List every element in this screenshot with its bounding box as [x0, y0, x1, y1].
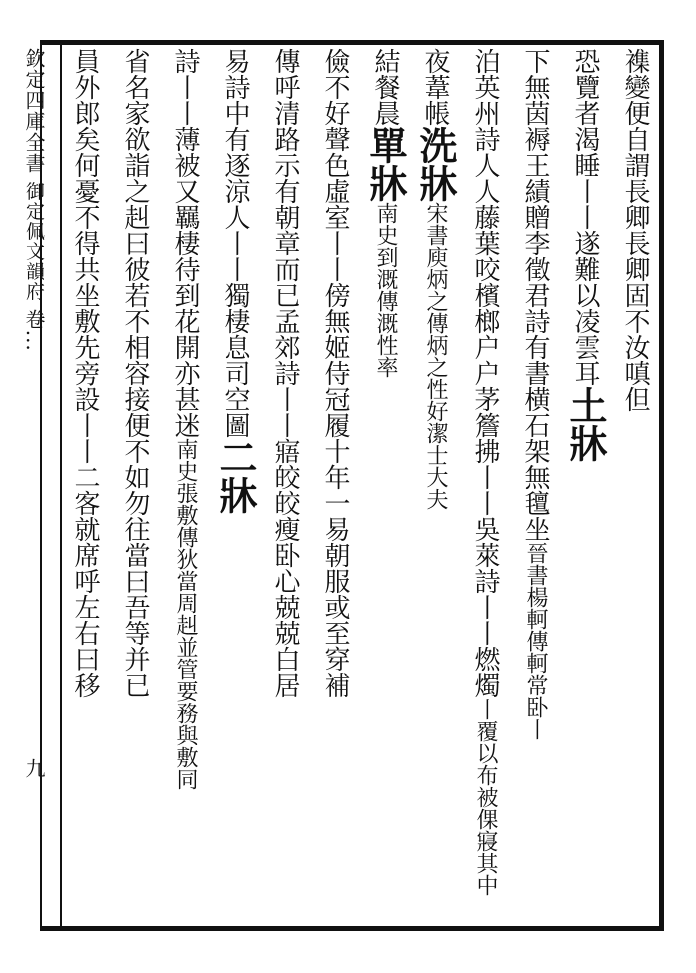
- annotation-text: 丨覆以布被倮寢其中: [473, 698, 498, 896]
- text-column: [60, 48, 110, 922]
- text-column: [610, 48, 660, 922]
- entry-heading: 單牀: [363, 126, 408, 202]
- body-text: 儉不好聲色虛室丨丨傍無姬侍冠履十年一易朝服或至穿補: [320, 48, 350, 698]
- entry-heading: 二牀: [213, 438, 258, 514]
- body-text: 恐覽者渴睡丨丨遂難以凌雲耳: [570, 48, 600, 386]
- text-column: [460, 48, 510, 922]
- text-column: [510, 48, 560, 922]
- main-text: [60, 48, 660, 922]
- margin-work-title: 御定佩文韻府: [23, 181, 45, 302]
- annotation-text: 宋書庾炳之傳炳之性好潔士大夫: [423, 202, 448, 510]
- body-text: 結餐晨: [370, 48, 400, 126]
- page-number: 九: [22, 758, 46, 778]
- entry-heading: 洗牀: [413, 126, 458, 202]
- text-column: [360, 48, 410, 922]
- text-column: [410, 48, 460, 922]
- text-column: [560, 48, 610, 922]
- body-text: 省名家欲詣之赳曰彼若不相容接便不如勿往當曰吾等并已: [120, 48, 150, 698]
- entry-heading: 土牀: [563, 386, 608, 462]
- annotation-text: 晉書楊軻傳軻常卧丨: [523, 542, 548, 740]
- body-text: 夜葦帳: [420, 48, 450, 126]
- bottom-rule: [40, 926, 664, 931]
- top-rule: [40, 40, 664, 45]
- body-text: 襍變便自謂長卿長卿固不汝嗔但: [620, 48, 650, 412]
- annotation-text: 南史張敷傳狄當周赳並管要務與敷同: [173, 438, 198, 790]
- body-text: 下無茵褥王績贈李徵君詩有書横石架無氊坐: [520, 48, 550, 542]
- body-text: 傳呼清路示有朝章而已孟郊詩丨丨寤皎皎瘦卧心兢兢白居: [270, 48, 300, 698]
- body-text: 泊英州詩人人藤葉咬檳榔户户茅簷拂丨丨吳萊詩丨丨燃燭: [470, 48, 500, 698]
- body-text: 員外郎矣何憂不得共坐敷先旁設丨丨二客就席呼左右曰移: [70, 48, 100, 698]
- margin-volume: 卷...: [22, 308, 46, 352]
- text-column: [210, 48, 260, 922]
- text-column: [110, 48, 160, 922]
- body-text: 詩丨丨薄被又羈棲待到花開亦甚迷: [170, 48, 200, 438]
- margin-book-title: 欽定四庫全書: [22, 48, 46, 174]
- text-column: [160, 48, 210, 922]
- body-text: 易詩中有逐涼人丨丨獨棲息司空圖: [220, 48, 250, 438]
- text-column: [310, 48, 360, 922]
- annotation-text: 南史到溉傳溉性率: [373, 202, 398, 378]
- text-column: [260, 48, 310, 922]
